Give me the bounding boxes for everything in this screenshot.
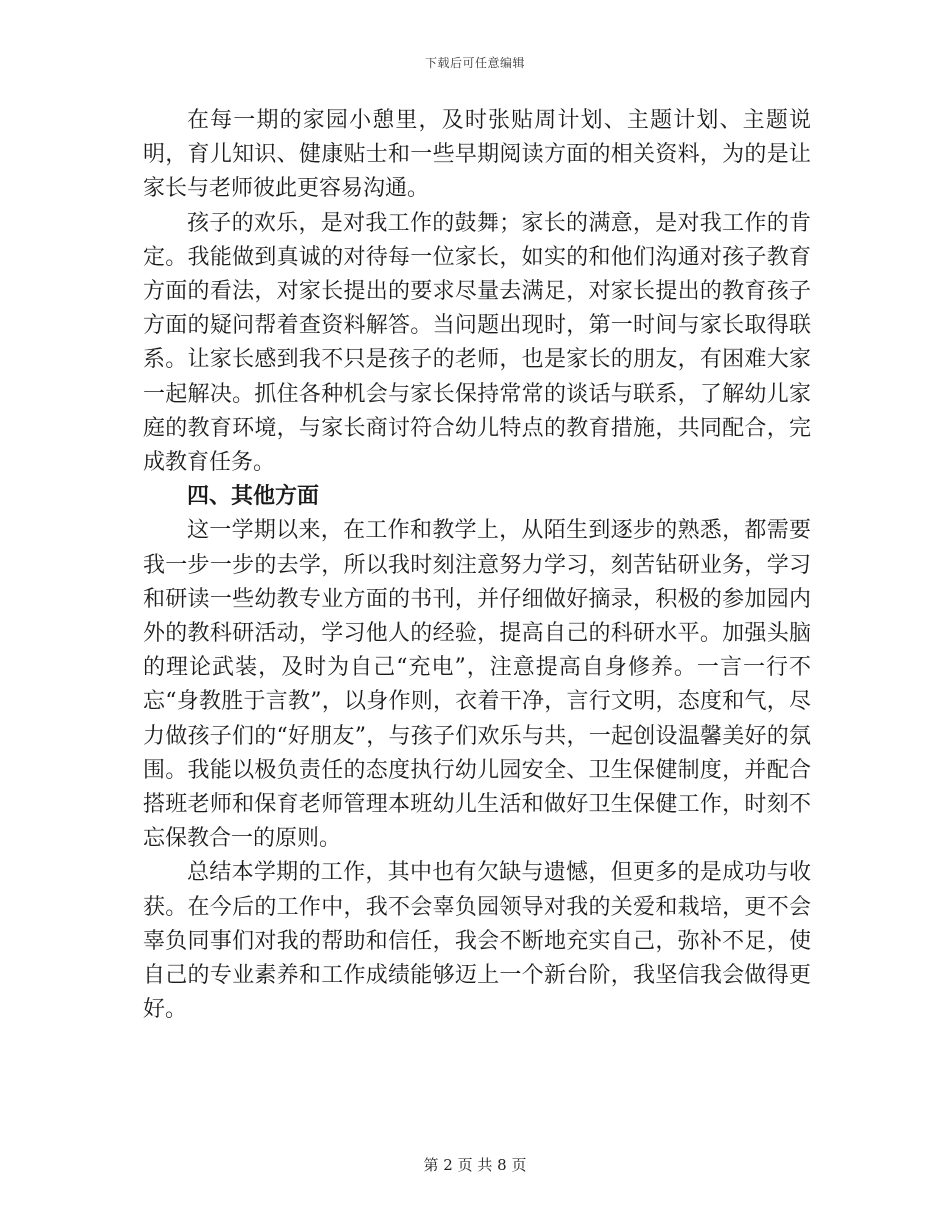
page-header: 下载后可任意编辑 xyxy=(424,56,525,70)
paragraph: 孩子的欢乐，是对我工作的鼓舞；家长的满意，是对我工作的肯定。我能做到真诚的对待每一位家长，如实的和他们沟通对孩子教育方面的看法，对家长提出的要求尽量去满足，对家长提出的教育孩子方面的疑问帮着查资料解答。当问题出现时，第一时间与家长取得联系。让家长感到我不只是孩子的老师，也是家长的朋友，有困难大家一起解决。抓住各种机会与家长保持常常的谈话与联系，了解幼儿家庭的教育环境，与家长商讨符合幼儿特点的教育措施，共同配合，完成教育任务。 xyxy=(143,210,811,476)
paragraph: 这一学期以来，在工作和教学上，从陌生到逐步的熟悉，都需要我一步一步的去学，所以我时刻注意努力学习，刻苦钻研业务，学习和研读一些幼教专业方面的书刊，并仔细做好摘录，积极的参加园内外的教科研活动，学习他人的经验，提高自己的科研水平。加强头脑的理论武装，及时为自己“充电”，注意提高自身修养。一言一行不忘“身教胜于言教”，以身作则，衣着干净，言行文明，态度和气，尽力做孩子们的“好朋友”，与孩子们欢乐与共，一起创设温馨美好的氛围。我能以极负责任的态度执行幼儿园安全、卫生保健制度，并配合搭班老师和保育老师管理本班幼儿生活和做好卫生保健工作，时刻不忘保教合一的原则。 xyxy=(143,518,811,852)
paragraph: 总结本学期的工作，其中也有欠缺与遗憾，但更多的是成功与收获。在今后的工作中，我不会辜负园领导对我的关爱和栽培，更不会辜负同事们对我的帮助和信任，我会不断地充实自己，弥补不足，使自己的专业素养和工作成绩能够迈上一个新台阶，我坚信我会做得更好。 xyxy=(143,860,811,1023)
page-number: 第 2 页 共 8 页 xyxy=(423,1156,527,1174)
document-body xyxy=(143,104,811,1027)
section-heading: 四、其他方面 xyxy=(187,484,320,510)
paragraph: 在每一期的家园小憩里，及时张贴周计划、主题计划、主题说明，育儿知识、健康贴士和一些早期阅读方面的相关资料，为的是让家长与老师彼此更容易沟通。 xyxy=(143,108,811,202)
